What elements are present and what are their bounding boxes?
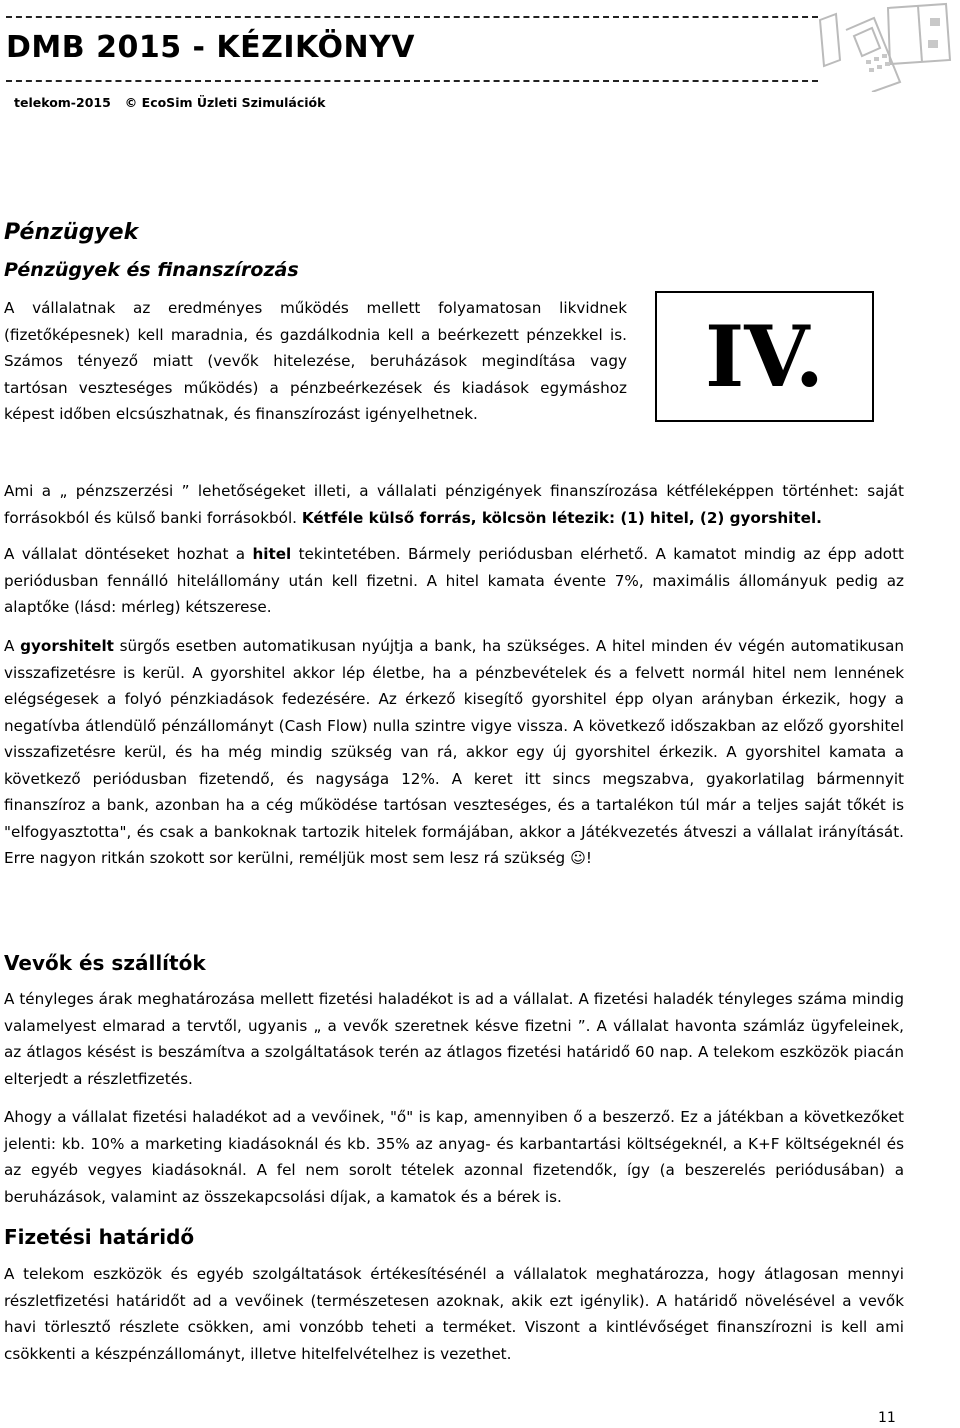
chapter-badge bbox=[655, 291, 874, 422]
header-sub-left: telekom-2015 bbox=[14, 95, 111, 110]
funding-text: Ami a „ pénzszerzési ” lehetőségeket illeti, a vállalati pénzigények finanszírozása kétféleképpen történhet: saját forrásokból és külső banki forrásokból. bbox=[4, 482, 904, 527]
chapter-badge-label: IV. bbox=[704, 306, 825, 406]
section-title: Pénzügyek bbox=[4, 220, 139, 245]
page-number: 11 bbox=[878, 1410, 896, 1426]
payment-deadline-heading: Fizetési határidő bbox=[4, 1225, 195, 1249]
document-title: DMB 2015 - KÉZIKÖNYV bbox=[6, 30, 416, 65]
payment-deadline-paragraph: A telekom eszközök és egyéb szolgáltatások értékesítésénél a vállalatok meghatározza, hogy átlagosan mennyi részletfizetési határidőt ad a vevőinek (természetesen azoknak, akik ezt igénylik). A határidő növelésével a vevők havi törlesztő részlete csökken, ami vonzóbb teheti a terméket. Viszont a kintlévőséget finanszírozni is kell ami csökkenti a készpénzállományt, illetve hitelfelvételhez is vezethet. bbox=[4, 1265, 904, 1363]
loan-text-pre: A vállalat döntéseket hozhat a bbox=[4, 545, 253, 563]
intro-paragraph: A vállalatnak az eredményes működés mellett folyamatosan likvidnek (fizetőképesnek) kell maradnia, és gazdálkodnia kell a beérkezett pénzekkel is. Számos tényező miatt (vevők hitelezése, beruházások megindítása vagy tartósan veszteséges működés) a pénzbeérkezések és kiadások egymáshoz képest időben elcsúszhatnak, és finanszírozást igényelhetnek. bbox=[4, 299, 627, 423]
loan-paragraph bbox=[4, 541, 904, 621]
loan-text-post: tekintetében. Bármely periódusban elérhető. A kamatot mindig az épp adott periódusban fennálló hitelállomány után kell fizetni. A hitel kamata évente 7%, maximális állományuk pedig az alaptőke (lásd: mérleg) kétszerese. bbox=[4, 545, 904, 616]
quick-loan-bold: gyorshitelt bbox=[20, 637, 114, 655]
quick-loan-paragraph bbox=[4, 633, 904, 872]
customers-paragraph-2: Ahogy a vállalat fizetési haladékot ad a vevőinek, "ő" is kap, amennyiben ő a beszerző. Ez a játékban a következőket jelenti: kb. 10% a marketing kiadásoknál és kb. 35% az anyag- és karbantartási költségeknél, a K+F költségeknél és az egyéb vegyes kiadásoknál. A fel nem sorolt tételek azonnal fizetendők, így (a beszerelés periódusában) a beruházások, valamint az összekapcsolási díjak, a kamatok és a bérek is. bbox=[4, 1108, 904, 1206]
loan-bold: hitel bbox=[252, 545, 292, 563]
header-rule-top bbox=[6, 16, 818, 18]
header-sub-right: © EcoSim Üzleti Szimulációk bbox=[124, 95, 326, 110]
customers-suppliers-heading: Vevők és szállítók bbox=[4, 951, 206, 975]
header-subline bbox=[14, 95, 325, 110]
phone-document-icon bbox=[818, 0, 960, 92]
funding-paragraph bbox=[4, 478, 904, 531]
funding-bold: Kétféle külső forrás, kölcsön létezik: (1) hitel, (2) gyorshitel. bbox=[301, 508, 822, 527]
section-subtitle: Pénzügyek és finanszírozás bbox=[4, 259, 299, 281]
quick-loan-text-post: sürgős esetben automatikusan nyújtja a bank, ha szükséges. A hitel minden év végén automatikusan visszafizetésre is kerül. A gyorshitel akkor lép életbe, ha a pénzbevételek és a felvett normál hitel nem lennének elégségesek a folyó pénzkiadások fedezésére. Az érkező kisegítő gyorshitel épp olyan arányban érkezik, hogy a negatívba átlendülő pénzállományt (Cash Flow) nulla szintre vigye vissza. A következő időszakban az előző gyorshitel visszafizetésre kerül, és ha még mindig szükség van rá, akkor egy új gyorshitel érkezik. A gyorshitel kamata a következő periódusban fizetendő, és nagysága 12%. A keret itt sincs megszabva, gyakorlatilag bármennyit finanszíroz a bank, azonban ha a cég működése tartósan veszteséges, és a tartalékon túl már a teljes saját tőkét is "elfogyasztotta", és csak a bankoknak tartozik hitelek formájában, akkor a Játékvezetés átveszi a vállalat irányítását. Erre nagyon ritkán szokott sor kerülni, reméljük most sem lesz rá szükség ☺! bbox=[4, 637, 905, 867]
quick-loan-text-pre: A bbox=[4, 637, 21, 655]
header-rule-bottom bbox=[6, 80, 818, 82]
customers-paragraph-1: A tényleges árak meghatározása mellett fizetési haladékot is ad a vállalat. A fizetési haladék tényleges száma mindig valamelyest elmarad a tervtől, ugyanis „ a vevők szeretnek késve fizetni ”. A vállalat havonta számláz ügyfeleinek, az átlagos késést is beszámítva a szolgáltatások terén az átlagos fizetési határidő 60 nap. A telekom eszközök piacán elterjedt a részletfizetés. bbox=[4, 990, 904, 1088]
